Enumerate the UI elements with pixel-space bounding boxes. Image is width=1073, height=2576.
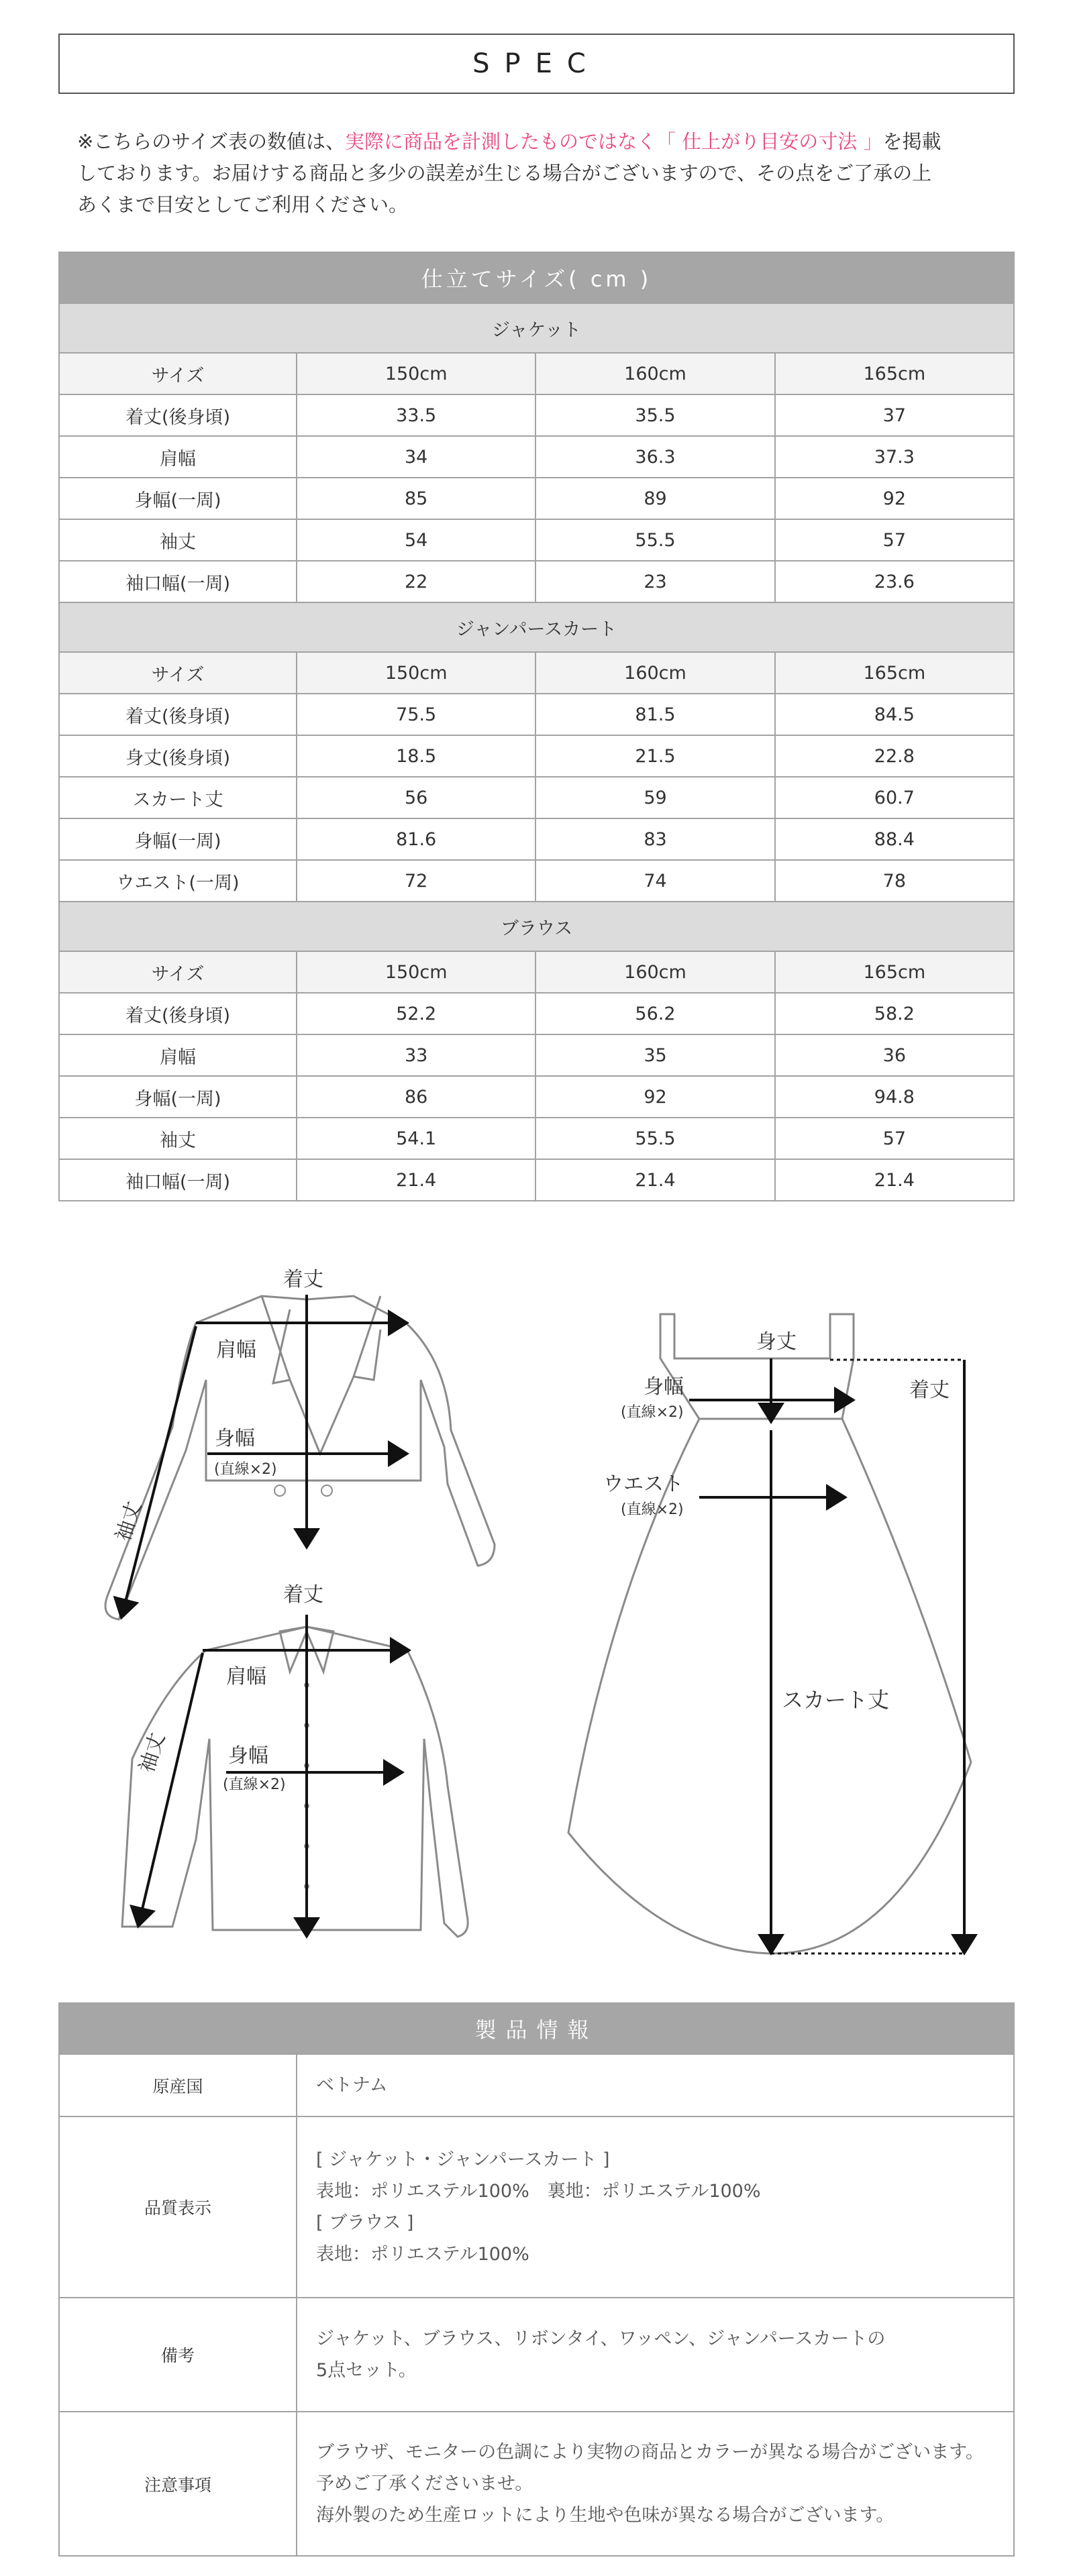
table-cell: 55.5 (535, 519, 774, 561)
size-header-cell: 160cm (535, 652, 774, 694)
info-line: [ ジャケット・ジャンパースカート ] (316, 2149, 610, 2170)
table-cell: 88.4 (775, 818, 1014, 860)
info-line: 表地：ポリエステル100% (316, 2244, 529, 2265)
table-row (59, 519, 1014, 561)
table-row (59, 818, 1014, 860)
note-text: ※こちらのサイズ表の数値は、 (77, 130, 345, 153)
info-line: 5点セット。 (316, 2360, 417, 2381)
table-row (59, 1034, 1014, 1076)
size-header-row (59, 652, 1014, 694)
table-cell: 74 (535, 860, 774, 902)
size-header-cell: サイズ (59, 951, 297, 993)
info-row (59, 2054, 1014, 2116)
jacket-shoulder-label: 肩幅 (216, 1338, 256, 1362)
info-row (59, 2116, 1014, 2298)
table-cell: 34 (297, 436, 535, 478)
table-cell: 57 (775, 519, 1014, 561)
spec-title: SPEC (58, 34, 1015, 94)
table-row (59, 478, 1014, 519)
table-cell: 59 (535, 777, 774, 818)
jacket-arrows (122, 1295, 404, 1615)
blouse-length-label: 着丈 (283, 1583, 323, 1607)
table-cell: 21.4 (297, 1159, 535, 1201)
size-header-cell: 165cm (775, 353, 1014, 394)
table-row (59, 1118, 1014, 1159)
row-label: 袖口幅(一周) (59, 1159, 297, 1201)
info-line: [ ブラウス ] (316, 2212, 414, 2233)
jacket-width-label: 身幅 (215, 1427, 255, 1450)
size-header-row (59, 951, 1014, 993)
size-header-cell: 150cm (297, 951, 535, 993)
jumper-body-label: 身丈 (756, 1330, 797, 1354)
blouse-width-label: 身幅 (228, 1744, 268, 1768)
info-value (297, 2412, 1014, 2556)
jumper-length-label: 着丈 (909, 1379, 950, 1402)
info-line: 表地：ポリエステル100% 裏地：ポリエステル100% (316, 2181, 761, 2202)
table-cell: 33.5 (297, 394, 535, 436)
size-header-cell: 160cm (535, 951, 774, 993)
table-row (59, 993, 1014, 1034)
jacket-length-label: 着丈 (283, 1268, 323, 1291)
table-row (59, 694, 1014, 735)
table-row (59, 436, 1014, 478)
size-table-title: 仕立てサイズ( cm ) (59, 252, 1014, 303)
jumper-skirt-arrows (689, 1358, 964, 1950)
table-cell: 94.8 (775, 1076, 1014, 1118)
size-header-row (59, 353, 1014, 394)
info-row (59, 2412, 1014, 2556)
row-label: 身幅(一周) (59, 478, 297, 519)
table-cell: 35 (535, 1034, 774, 1076)
row-label: 身幅(一周) (59, 1076, 297, 1118)
jumper-width-label: 身幅 (644, 1375, 684, 1399)
note-line: しております。お届けする商品と多少の誤差が生じる場合がございますので、その点をご了承の上 (77, 162, 932, 184)
jacket-width-note: (直線×2) (214, 1461, 277, 1478)
info-label: 原産国 (59, 2054, 297, 2116)
row-label: ウエスト(一周) (59, 860, 297, 902)
jacket-illustration (105, 1296, 495, 1619)
table-row (59, 777, 1014, 818)
table-cell: 89 (535, 478, 774, 519)
table-row (59, 561, 1014, 602)
row-label: 袖口幅(一周) (59, 561, 297, 602)
row-label: 身幅(一周) (59, 818, 297, 860)
blouse-sleeve-label: 袖丈 (135, 1729, 170, 1776)
size-header-cell: 160cm (535, 353, 774, 394)
table-cell: 33 (297, 1034, 535, 1076)
table-cell: 37 (775, 394, 1014, 436)
table-cell: 84.5 (775, 694, 1014, 735)
table-row (59, 394, 1014, 436)
jumper-waist-note: (直線×2) (621, 1501, 684, 1518)
jumper-width-note: (直線×2) (621, 1404, 684, 1421)
table-row (59, 735, 1014, 777)
table-cell: 57 (775, 1118, 1014, 1159)
table-cell: 54.1 (297, 1118, 535, 1159)
table-cell: 86 (297, 1076, 535, 1118)
info-line: ジャケット、ブラウス、リボンタイ、ワッペン、ジャンパースカートの (316, 2328, 886, 2349)
size-note (58, 126, 1033, 221)
table-cell: 83 (535, 818, 774, 860)
table-cell: 21.4 (535, 1159, 774, 1201)
row-label: 着丈(後身頃) (59, 394, 297, 436)
table-cell: 92 (535, 1076, 774, 1118)
jumper-skirt-length-label: スカート丈 (782, 1687, 890, 1713)
blouse-arrows (139, 1615, 406, 1933)
note-text: を掲載 (882, 130, 941, 153)
table-cell: 21.4 (775, 1159, 1014, 1201)
table-cell: 60.7 (775, 777, 1014, 818)
product-info-title: 製品情報 (59, 2003, 1014, 2054)
table-cell: 22 (297, 561, 535, 602)
table-cell: 75.5 (297, 694, 535, 735)
table-cell: 23.6 (775, 561, 1014, 602)
size-header-cell: 165cm (775, 951, 1014, 993)
table-cell: 36 (775, 1034, 1014, 1076)
row-label: スカート丈 (59, 777, 297, 818)
size-table (58, 252, 1015, 1201)
table-row (59, 1076, 1014, 1118)
info-label: 品質表示 (59, 2116, 297, 2298)
table-row (59, 1159, 1014, 1201)
table-cell: 22.8 (775, 735, 1014, 777)
row-label: 肩幅 (59, 1034, 297, 1076)
table-cell: 72 (297, 860, 535, 902)
table-cell: 37.3 (775, 436, 1014, 478)
table-cell: 85 (297, 478, 535, 519)
info-label: 注意事項 (59, 2412, 297, 2556)
info-row (59, 2298, 1014, 2412)
table-cell: 58.2 (775, 993, 1014, 1034)
table-cell: 54 (297, 519, 535, 561)
size-header-cell: サイズ (59, 652, 297, 694)
row-label: 袖丈 (59, 519, 297, 561)
size-header-cell: 165cm (775, 652, 1014, 694)
size-header-cell: 150cm (297, 652, 535, 694)
row-label: 袖丈 (59, 1118, 297, 1159)
measurement-diagram (58, 1249, 1015, 1980)
info-line: 海外製のため生産ロットにより生地や色味が異なる場合がございます。 (316, 2505, 895, 2526)
table-cell: 55.5 (535, 1118, 774, 1159)
table-cell: 21.5 (535, 735, 774, 777)
product-info-table (58, 2002, 1015, 2557)
section-header: ジャンパースカート (59, 602, 1014, 652)
note-highlight: 実際に商品を計測したものではなく「 仕上がり目安の寸法 」 (344, 130, 883, 153)
blouse-shoulder-label: 肩幅 (226, 1665, 266, 1688)
jumper-waist-label: ウエスト (603, 1472, 684, 1496)
table-cell: 81.6 (297, 818, 535, 860)
table-cell: 23 (535, 561, 774, 602)
size-header-cell: サイズ (59, 353, 297, 394)
table-cell: 36.3 (535, 436, 774, 478)
table-cell: 78 (775, 860, 1014, 902)
jacket-sleeve-label: 袖丈 (111, 1498, 147, 1544)
section-header: ブラウス (59, 902, 1014, 951)
section-header: ジャケット (59, 303, 1014, 353)
table-cell: 35.5 (535, 394, 774, 436)
size-header-cell: 150cm (297, 353, 535, 394)
info-value (297, 2054, 1014, 2116)
table-cell: 92 (775, 478, 1014, 519)
blouse-illustration (122, 1627, 468, 1937)
info-line: ブラウザ、モニターの色調により実物の商品とカラーが異なる場合がございます。 (316, 2442, 984, 2463)
info-line: ベトナム (316, 2075, 388, 2096)
row-label: 肩幅 (59, 436, 297, 478)
info-value (297, 2116, 1014, 2298)
row-label: 着丈(後身頃) (59, 694, 297, 735)
row-label: 着丈(後身頃) (59, 993, 297, 1034)
row-label: 身丈(後身頃) (59, 735, 297, 777)
table-cell: 56.2 (535, 993, 774, 1034)
table-cell: 52.2 (297, 993, 535, 1034)
blouse-width-note: (直線×2) (223, 1776, 286, 1793)
info-label: 備考 (59, 2298, 297, 2412)
note-line: あくまで目安としてご利用ください。 (77, 193, 409, 216)
table-cell: 81.5 (535, 694, 774, 735)
table-cell: 18.5 (297, 735, 535, 777)
info-line: 予めご了承くださいませ。 (316, 2473, 533, 2494)
table-row (59, 860, 1014, 902)
table-cell: 56 (297, 777, 535, 818)
info-value (297, 2298, 1014, 2412)
